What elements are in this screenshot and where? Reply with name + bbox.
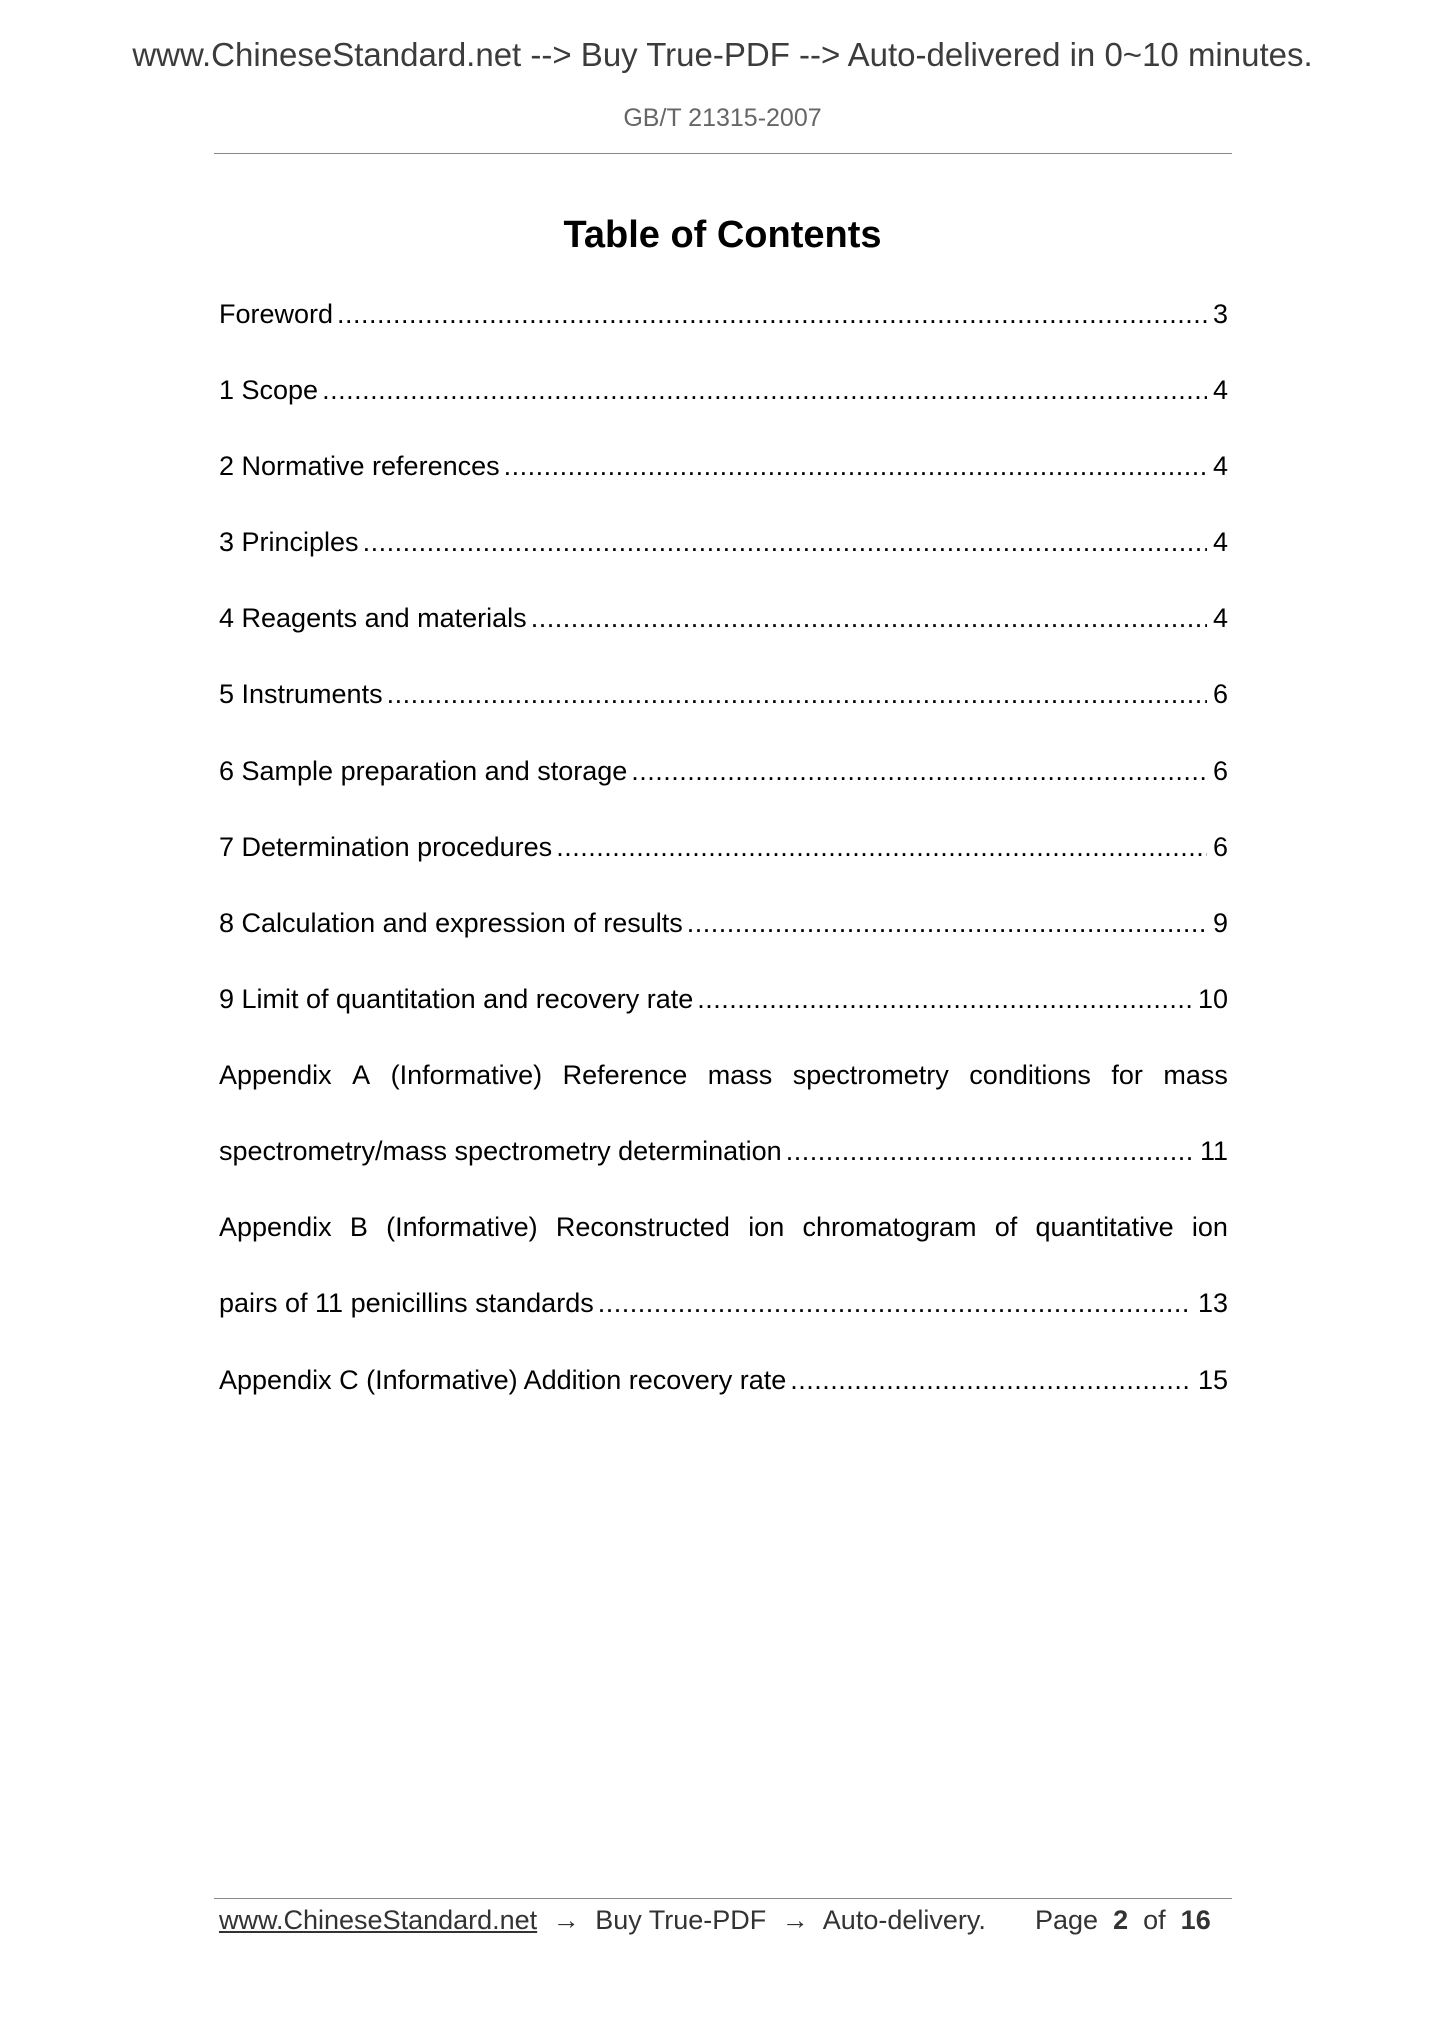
toc-leader-dots <box>786 1360 1192 1400</box>
toc-entry-label: 2 Normative references <box>219 451 500 481</box>
footer-delivery-text: Auto-delivery. <box>822 1905 986 1935</box>
toc-word: quantitative <box>1035 1212 1174 1242</box>
toc-leader-dots <box>527 598 1207 638</box>
toc-leader-dots <box>383 674 1207 714</box>
page-footer <box>219 1900 1219 1940</box>
toc-word: spectrometry <box>792 1060 949 1090</box>
toc-word: for <box>1111 1060 1143 1090</box>
toc-entry-sample-preparation[interactable] <box>219 751 1228 791</box>
toc-word: of <box>994 1212 1018 1242</box>
toc-entry-instruments[interactable] <box>219 674 1228 714</box>
toc-page-number: 4 <box>1212 603 1228 633</box>
toc-entry-label: pairs of 11 penicillins standards <box>219 1288 594 1318</box>
toc-entry-label: 7 Determination procedures <box>219 832 553 862</box>
toc-leader-dots <box>627 751 1207 791</box>
toc-word: (Informative) <box>386 1212 538 1242</box>
page-indicator <box>1035 1900 1211 1940</box>
toc-word: Appendix <box>219 1060 332 1090</box>
toc-entry-label: 9 Limit of quantitation and recovery rate <box>219 984 694 1014</box>
toc-leader-dots <box>318 370 1207 410</box>
toc-title: Table of Contents <box>563 214 882 256</box>
toc-leader-dots <box>552 827 1207 867</box>
toc-word: ion <box>748 1212 785 1242</box>
toc-word: chromatogram <box>802 1212 977 1242</box>
current-page-number: 2 <box>1113 1905 1129 1935</box>
toc-word: conditions <box>969 1060 1091 1090</box>
toc-page-number: 11 <box>1199 1136 1228 1166</box>
toc-entry-scope[interactable] <box>219 370 1228 410</box>
toc-entry-label: 3 Principles <box>219 527 359 557</box>
toc-entry-first-line <box>219 1207 1228 1247</box>
toc-entry-principles[interactable] <box>219 522 1228 562</box>
toc-page-number: 6 <box>1212 756 1228 786</box>
toc-page-number: 3 <box>1212 299 1228 329</box>
toc-entry-label: 1 Scope <box>219 375 319 405</box>
toc-leader-dots <box>333 294 1207 334</box>
toc-entry-label: spectrometry/mass spectrometry determination <box>219 1136 782 1166</box>
toc-word: mass <box>1163 1060 1228 1090</box>
toc-leader-dots <box>500 446 1207 486</box>
toc-page-number: 9 <box>1212 908 1228 938</box>
toc-page-number: 4 <box>1212 527 1228 557</box>
toc-leader-dots <box>683 903 1207 943</box>
toc-leader-dots <box>594 1283 1192 1323</box>
toc-leader-dots <box>359 522 1207 562</box>
toc-entry-label: 5 Instruments <box>219 679 383 709</box>
toc-entry-foreword[interactable] <box>219 294 1228 334</box>
toc-entry-appendix-b[interactable] <box>219 1207 1228 1323</box>
toc-entry-label: Appendix C (Informative) Addition recovery rate <box>219 1365 787 1395</box>
toc-page-number: 4 <box>1212 375 1228 405</box>
of-word: of <box>1143 1905 1166 1935</box>
toc-entry-appendix-c[interactable] <box>219 1360 1228 1400</box>
toc-page-number: 6 <box>1212 679 1228 709</box>
toc-entry-label: 4 Reagents and materials <box>219 603 527 633</box>
toc-word: Appendix <box>219 1212 332 1242</box>
toc-page-number: 15 <box>1197 1365 1228 1395</box>
toc-word: ion <box>1191 1212 1228 1242</box>
toc-entry-appendix-a[interactable] <box>219 1055 1228 1171</box>
toc-entry-calculation[interactable] <box>219 903 1228 943</box>
toc-page-number: 6 <box>1212 832 1228 862</box>
toc-entry-first-line <box>219 1055 1228 1095</box>
toc-page-number: 4 <box>1212 451 1228 481</box>
toc-word: Reconstructed <box>555 1212 730 1242</box>
toc-entry-limit-of-quantitation[interactable] <box>219 979 1228 1019</box>
toc-entry-normative-references[interactable] <box>219 446 1228 486</box>
toc-entry-label: 8 Calculation and expression of results <box>219 908 683 938</box>
toc-leader-dots <box>693 979 1192 1019</box>
toc-entry-label: 6 Sample preparation and storage <box>219 756 628 786</box>
toc-word: B <box>349 1212 368 1242</box>
page-word: Page <box>1035 1905 1099 1935</box>
toc-page-number: 13 <box>1197 1288 1228 1318</box>
arrow-right-icon: → <box>552 1905 580 1935</box>
toc-entry-reagents-and-materials[interactable] <box>219 598 1228 638</box>
toc-word: mass <box>707 1060 773 1090</box>
footer-buy-text: Buy True-PDF <box>595 1905 767 1935</box>
document-code: GB/T 21315-2007 <box>623 104 822 132</box>
toc-leader-dots <box>782 1131 1194 1171</box>
toc-page-number: 10 <box>1197 984 1228 1014</box>
toc-word: Reference <box>562 1060 688 1090</box>
toc-word: A <box>352 1060 371 1090</box>
toc-entry-determination-procedures[interactable] <box>219 827 1228 867</box>
arrow-right-icon: → <box>781 1905 809 1935</box>
toc-word: (Informative) <box>390 1060 543 1090</box>
toc-entry-label: Foreword <box>219 299 334 329</box>
header-divider <box>214 153 1232 154</box>
total-pages-number: 16 <box>1180 1905 1211 1935</box>
footer-site-link[interactable]: www.ChineseStandard.net <box>219 1905 538 1935</box>
site-banner: www.ChineseStandard.net --> Buy True-PDF --> Auto-delivered in 0~10 minutes. <box>132 36 1313 73</box>
footer-divider <box>214 1898 1232 1899</box>
